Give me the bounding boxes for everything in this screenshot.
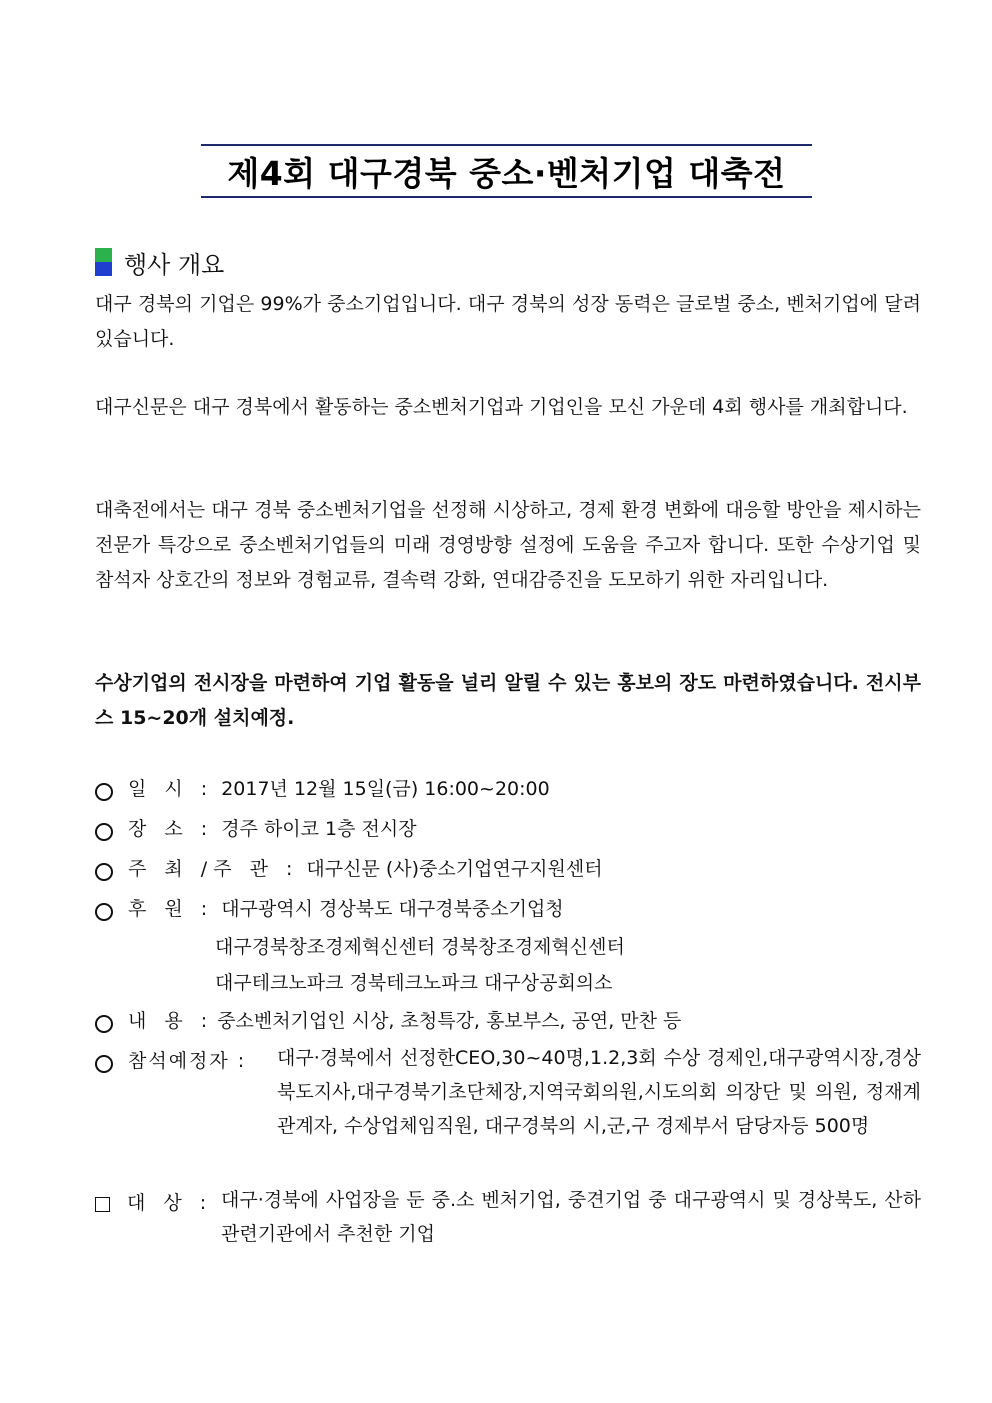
detail-label: 장 소 : (128, 818, 214, 840)
detail-label: 일 시 : (128, 778, 214, 800)
detail-target (95, 1188, 212, 1215)
detail-datetime (95, 774, 550, 801)
circle-bullet-icon (95, 823, 113, 841)
paragraph-purpose: 대축전에서는 대구 경북 중소벤처기업을 선정해 시상하고, 경제 환경 변화에 대응할 방안을 제시하는 전문가 특강으로 중소벤처기업들의 미래 경영방향 설정에 도움을 주고자 합니다. 또한 수상기업 및 참석자 상호간의 정보와 경험교류, 결속력 강화, 연대감증진을 도모하기 위한 자리입니다. (95, 499, 921, 591)
sponsor-line-3: 대구테크노파크 경북테크노파크 대구상공회의소 (215, 972, 613, 994)
detail-value: 대구광역시 경상북도 대구경북중소기업청 (221, 898, 564, 920)
detail-value: 대구신문 (사)중소기업연구지원센터 (306, 858, 603, 880)
circle-bullet-icon (95, 903, 113, 921)
circle-bullet-icon (95, 1055, 113, 1073)
title-box (201, 144, 812, 198)
circle-bullet-icon (95, 1015, 113, 1033)
circle-bullet-icon (95, 863, 113, 881)
circle-bullet-icon (95, 783, 113, 801)
target-value: 대구·경북에 사업장을 둔 중.소 벤처기업, 중견기업 중 대구광역시 및 경상북도, 산하 관련기관에서 추천한 기업 (221, 1189, 921, 1245)
detail-label: 내 용 : (128, 1010, 214, 1032)
attendees-value: 대구·경북에서 선정한CEO,30~40명,1.2,3회 수상 경제인,대구광역시장,경상북도지사,대구경북기초단체장,지역국회의원,시도의회 의장단 및 의원, 정재계관계자, 수상업체임직원, 대구경북의 시,군,구 경제부서 담당자등 500명 (277, 1047, 921, 1137)
detail-label: 주 최 /주 관 : (128, 858, 299, 880)
detail-content (95, 1006, 681, 1033)
paragraph-host: 대구신문은 대구 경북에서 활동하는 중소벤처기업과 기업인을 모신 가운데 4회 행사를 개최합니다. (95, 396, 908, 418)
section-heading (95, 244, 224, 280)
section-marker-icon (95, 248, 112, 276)
section-title: 행사 개요 (124, 250, 225, 279)
detail-value: 중소벤처기업인 시상, 초청특강, 홍보부스, 공연, 만찬 등 (217, 1010, 682, 1032)
detail-sponsor (95, 894, 564, 921)
detail-label: 대 상 : (127, 1192, 213, 1214)
sponsor-line-2: 대구경북창조경제혁신센터 경북창조경제혁신센터 (215, 936, 625, 958)
square-bullet-icon (95, 1197, 110, 1212)
detail-value: 2017년 12월 15일(금) 16:00~20:00 (221, 778, 550, 800)
detail-value: 경주 하이코 1층 전시장 (221, 818, 417, 840)
detail-host (95, 854, 603, 881)
page-title: 제4회 대구경북 중소·벤처기업 대축전 (227, 153, 786, 193)
paragraph-intro: 대구 경북의 기업은 99%가 중소기업입니다. 대구 경북의 성장 동력은 글로벌 중소, 벤처기업에 달려있습니다. (95, 293, 921, 350)
detail-attendees (95, 1046, 246, 1073)
detail-label: 참석예정자 : (128, 1050, 247, 1072)
detail-label: 후 원 : (128, 898, 214, 920)
detail-venue (95, 814, 417, 841)
paragraph-exhibition: 수상기업의 전시장을 마련하여 기업 활동을 널리 알릴 수 있는 홍보의 장도 마련하였습니다. 전시부스 15~20개 설치예정. (95, 672, 921, 729)
